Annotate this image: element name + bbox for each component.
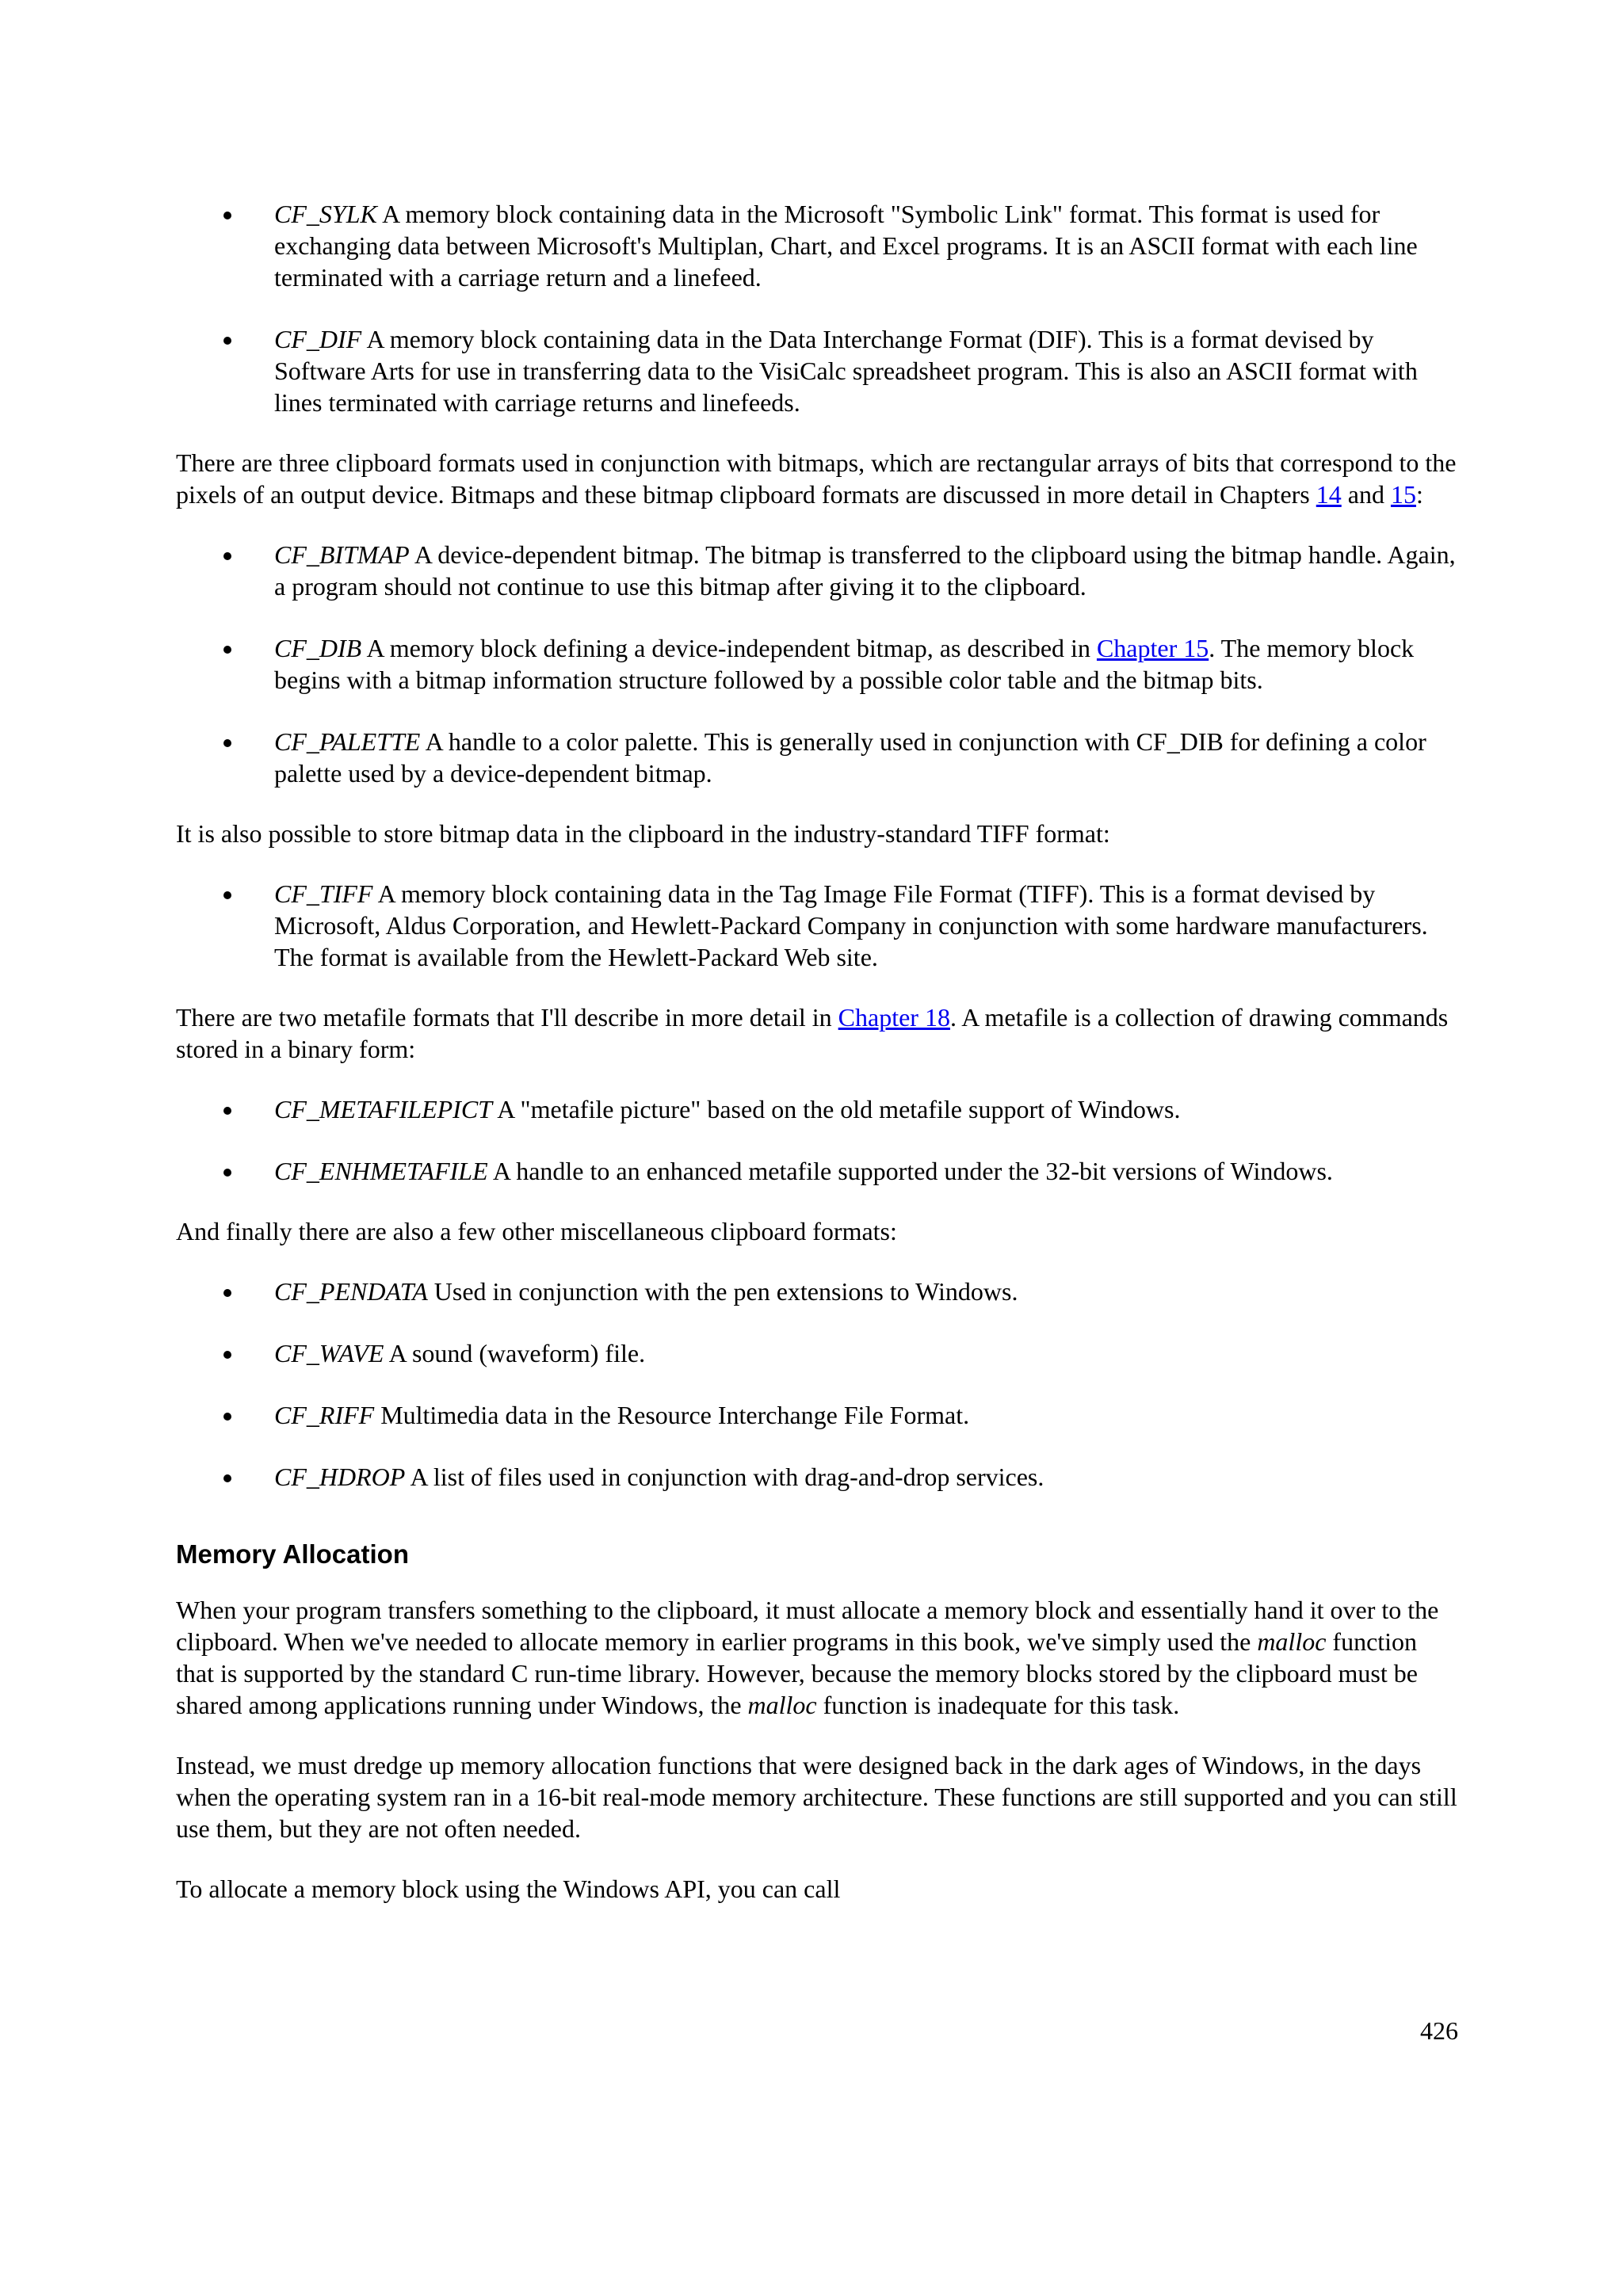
list-item-cf-pendata bbox=[176, 1276, 1458, 1307]
format-term: CF_SYLK bbox=[274, 200, 377, 228]
bitmap-format-list bbox=[176, 539, 1458, 789]
format-description: Used in conjunction with the pen extensions to Windows. bbox=[427, 1277, 1018, 1306]
bullet-icon bbox=[223, 1351, 231, 1359]
paragraph-text: function is inadequate for this task. bbox=[816, 1691, 1180, 1719]
memory-paragraph-2: Instead, we must dredge up memory allocation functions that were designed back in the dark ages of Windows, in the days when the operating system ran in a 16-bit real-mode memory architecture. These functions are still supported and you can still use them, but they are not often needed. bbox=[176, 1751, 1457, 1843]
bullet-icon bbox=[223, 1474, 231, 1482]
format-description: A "metafile picture" based on the old metafile support of Windows. bbox=[491, 1095, 1181, 1123]
list-item-cf-tiff bbox=[176, 878, 1458, 973]
bullet-icon bbox=[223, 1289, 231, 1297]
paragraph-text: : bbox=[1415, 480, 1423, 509]
format-description: . The memory block begins with a bitmap information structure followed by a possible color table and the bitmap bits. bbox=[274, 634, 1415, 694]
paragraph-text: and bbox=[1341, 480, 1391, 509]
format-description: A device-dependent bitmap. The bitmap is transferred to the clipboard using the bitmap handle. Again, a program should not continue to use this bitmap after giving it to the clipboard. bbox=[274, 540, 1456, 601]
tiff-format-list bbox=[176, 878, 1458, 973]
bullet-icon bbox=[223, 212, 231, 219]
malloc-term: malloc bbox=[1257, 1627, 1327, 1656]
misc-intro-paragraph: And finally there are also a few other miscellaneous clipboard formats: bbox=[176, 1217, 897, 1245]
bullet-icon bbox=[223, 1169, 231, 1177]
tiff-intro-paragraph: It is also possible to store bitmap data in the clipboard in the industry-standard TIFF format: bbox=[176, 819, 1110, 848]
list-item-cf-enhmetafile bbox=[176, 1155, 1458, 1187]
format-term: CF_METAFILEPICT bbox=[274, 1095, 492, 1123]
format-term: CF_PALETTE bbox=[274, 727, 421, 756]
format-term: CF_HDROP bbox=[274, 1463, 406, 1491]
format-description: A handle to an enhanced metafile supported under the 32-bit versions of Windows. bbox=[487, 1157, 1333, 1185]
format-term: CF_RIFF bbox=[274, 1401, 375, 1429]
memory-paragraph-1 bbox=[176, 1594, 1458, 1721]
format-term: CF_PENDATA bbox=[274, 1277, 428, 1306]
format-term: CF_DIF bbox=[274, 325, 362, 353]
format-term: CF_TIFF bbox=[274, 879, 373, 908]
chapter-18-link[interactable]: Chapter 18 bbox=[838, 1003, 950, 1032]
page-number: 426 bbox=[1420, 2016, 1458, 2045]
bitmap-intro-paragraph bbox=[176, 447, 1458, 510]
text-format-list bbox=[176, 198, 1458, 418]
metafile-intro-paragraph bbox=[176, 1001, 1458, 1065]
paragraph-text: function that is supported by the standard C run-time library. However, because the memory blocks stored by the clipboard must be shared among applications running under Windows, the bbox=[176, 1627, 1418, 1719]
format-description: Multimedia data in the Resource Interchange File Format. bbox=[374, 1401, 970, 1429]
format-description: A memory block containing data in the Microsoft "Symbolic Link" format. This format is used for exchanging data between Microsoft's Multiplan, Chart, and Excel programs. It is an ASCII format with each line terminated with a carriage return and a linefeed. bbox=[274, 200, 1418, 292]
metafile-format-list bbox=[176, 1093, 1458, 1187]
list-item-cf-wave bbox=[176, 1337, 1458, 1369]
memory-paragraph-3: To allocate a memory block using the Windows API, you can call bbox=[176, 1875, 841, 1903]
misc-format-list bbox=[176, 1276, 1458, 1493]
bullet-icon bbox=[223, 1107, 231, 1115]
list-item-cf-hdrop bbox=[176, 1461, 1458, 1493]
format-term: CF_DIB bbox=[274, 634, 362, 662]
list-item-cf-dif bbox=[176, 323, 1458, 418]
format-description: A sound (waveform) file. bbox=[384, 1339, 646, 1367]
format-term: CF_BITMAP bbox=[274, 540, 410, 569]
format-description: A handle to a color palette. This is generally used in conjunction with CF_DIB for defining a color palette used by a device-dependent bitmap. bbox=[274, 727, 1426, 788]
list-item-cf-palette bbox=[176, 726, 1458, 789]
bullet-icon bbox=[223, 891, 231, 899]
format-description: A memory block defining a device-independent bitmap, as described in bbox=[361, 634, 1097, 662]
chapter-14-link[interactable]: 14 bbox=[1316, 480, 1342, 509]
section-heading: Memory Allocation bbox=[176, 1539, 409, 1569]
list-item-cf-sylk bbox=[176, 198, 1458, 293]
bullet-icon bbox=[223, 1413, 231, 1421]
format-description: A memory block containing data in the Tag Image File Format (TIFF). This is a format devised by Microsoft, Aldus Corporation, and Hewlett-Packard Company in conjunction with some hardware manufacturers. The format is available from the Hewlett-Packard Web site. bbox=[274, 879, 1428, 971]
malloc-term: malloc bbox=[747, 1691, 817, 1719]
paragraph-text: When your program transfers something to the clipboard, it must allocate a memory block and essentially hand it over to the clipboard. When we've needed to allocate memory in earlier programs in this book, we've simply used the bbox=[176, 1596, 1439, 1656]
list-item-cf-dib bbox=[176, 632, 1458, 696]
format-term: CF_ENHMETAFILE bbox=[274, 1157, 488, 1185]
list-item-cf-riff bbox=[176, 1399, 1458, 1431]
format-description: A list of files used in conjunction with drag-and-drop services. bbox=[405, 1463, 1044, 1491]
paragraph-text: . A metafile is a collection of drawing commands stored in a binary form: bbox=[176, 1003, 1449, 1063]
bullet-icon bbox=[223, 337, 231, 345]
list-item-cf-metafilepict bbox=[176, 1093, 1458, 1125]
chapter-15-link[interactable]: 15 bbox=[1390, 480, 1416, 509]
bullet-icon bbox=[223, 739, 231, 747]
paragraph-text: There are two metafile formats that I'll describe in more detail in bbox=[176, 1003, 838, 1032]
chapter-15-link[interactable]: Chapter 15 bbox=[1096, 634, 1209, 662]
format-term: CF_WAVE bbox=[274, 1339, 384, 1367]
bullet-icon bbox=[223, 552, 231, 560]
document-page bbox=[176, 198, 1458, 1933]
format-description: A memory block containing data in the Data Interchange Format (DIF). This is a format devised by Software Arts for use in transferring data to the VisiCalc spreadsheet program. This is also an ASCII format with lines terminated with carriage returns and linefeeds. bbox=[274, 325, 1418, 417]
paragraph-text: There are three clipboard formats used in conjunction with bitmaps, which are rectangular arrays of bits that correspond to the pixels of an output device. Bitmaps and these bitmap clipboard formats are discussed in more detail in Chapters bbox=[176, 448, 1457, 509]
list-item-cf-bitmap bbox=[176, 539, 1458, 602]
bullet-icon bbox=[223, 646, 231, 654]
